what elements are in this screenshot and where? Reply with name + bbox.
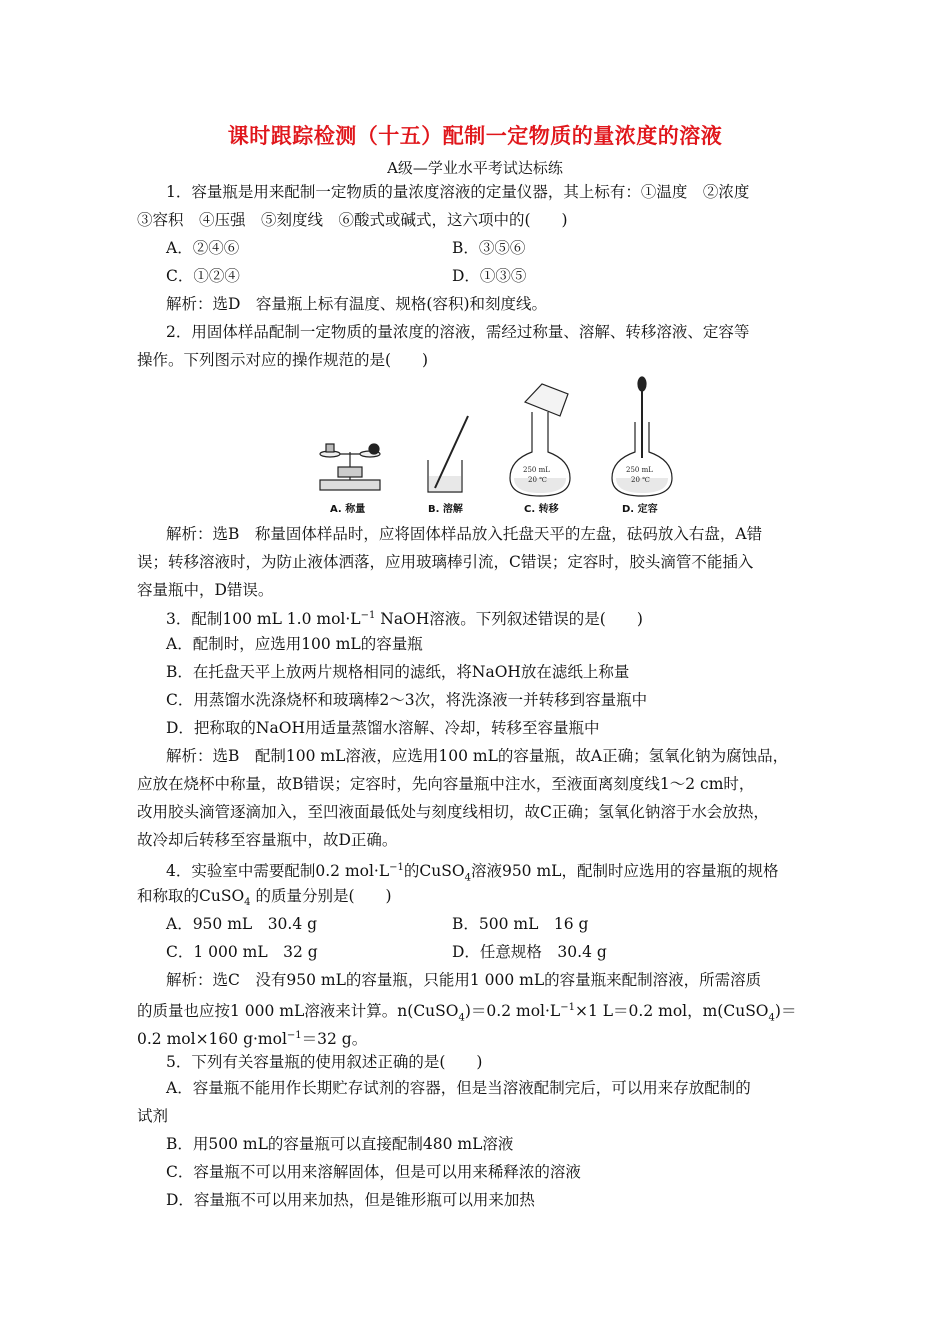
- q1-options-row2: [166, 266, 816, 286]
- q1-analysis: 解析：选D 容量瓶上标有温度、规格(容积)和刻度线。: [166, 295, 548, 313]
- q4-option-d: D．任意规格 30.4 g: [452, 943, 607, 961]
- flask-c-temp-mark: 20 ℃: [528, 476, 547, 484]
- beaker-illustration: [428, 416, 468, 492]
- q4-options-row1: [166, 914, 816, 934]
- q2-analysis-line3: 容量瓶中，D错误。: [137, 581, 274, 599]
- q3-option-b: B．在托盘天平上放两片规格相同的滤纸，将NaOH放在滤纸上称量: [166, 663, 630, 681]
- q4-analysis-line3: 0.2 mol×160 g·mol$^{-1}$＝32 g。: [137, 1030, 368, 1049]
- flask-d-temp-mark: 20 ℃: [631, 476, 650, 484]
- q4-stem-line1: 4．实验室中需要配制0.2 $mol\cdot L^{-1}$的CuSO$_4$溶液950 mL，配制时应选用的容量瓶的规格: [166, 862, 779, 884]
- q1-option-d: D．①③⑤: [452, 267, 527, 285]
- q2-stem-line2: 操作。下列图示对应的操作规范的是( ): [137, 351, 429, 369]
- lab-operations-figure: [310, 372, 680, 517]
- q4-option-c: C．1 000 mL 32 g: [166, 943, 318, 961]
- q3-analysis-line2: 应放在烧杯中称量，故B错误；定容时，先向容量瓶中注水，至液面离刻度线1～2 cm时，: [137, 775, 755, 793]
- q5-option-a-line1: A．容量瓶不能用作长期贮存试剂的容器，但是当溶液配制完后，可以用来存放配制的: [166, 1079, 751, 1097]
- balance-illustration: [320, 444, 380, 490]
- flask-c-volume-mark: 250 mL: [523, 466, 550, 474]
- q1-option-c: C．①②④: [166, 267, 240, 285]
- q1-stem-line1: 1．容量瓶是用来配制一定物质的量浓度溶液的定量仪器，其上标有：①温度 ②浓度: [166, 183, 750, 201]
- q2-analysis-line2: 误；转移溶液时，为防止液体洒落，应用玻璃棒引流，C错误；定容时，胶头滴管不能插入: [137, 553, 754, 571]
- q4-stem-line2: 和称取的CuSO$_4$ 的质量分别是( ): [137, 887, 392, 909]
- q2-analysis-line1: 解析：选B 称量固体样品时，应将固体样品放入托盘天平的左盘，砝码放入右盘，A错: [166, 525, 763, 543]
- q1-option-a: A．②④⑥: [166, 239, 240, 257]
- q3-stem: 3．配制100 mL 1.0 $mol\cdot L^{-1}$ NaOH溶液。下列叙述错误的是( ): [166, 610, 643, 629]
- q3-option-c: C．用蒸馏水洗涤烧杯和玻璃棒2～3次，将洗涤液一并转移到容量瓶中: [166, 691, 648, 709]
- q5-option-a-line2: 试剂: [137, 1107, 169, 1125]
- q4-analysis-line2: 的质量也应按1 000 mL溶液来计算。n(CuSO$_4$)＝0.2 $mol\cdot L^{-1}\times 1$ L＝0.2 mol，m(CuSO$_4$)＝: [137, 1002, 797, 1024]
- q3-analysis-line1: 解析：选B 配制100 mL溶液，应选用100 mL的容量瓶，故A正确；氢氧化钠为腐蚀品，: [166, 747, 789, 765]
- q3-option-d: D．把称取的NaOH用适量蒸馏水溶解、冷却，转移至容量瓶中: [166, 719, 600, 737]
- figure-label-b: B. 溶解: [428, 504, 463, 515]
- volumetric-flask-c-illustration: [510, 384, 570, 496]
- q4-options-row2: [166, 942, 816, 962]
- page-title: 课时跟踪检测（十五）配制一定物质的量浓度的溶液: [227, 123, 723, 148]
- figure-label-a: A. 称量: [330, 504, 366, 515]
- q4-analysis-line1: 解析：选C 没有950 mL的容量瓶，只能用1 000 mL的容量瓶来配制溶液，所需溶质: [166, 971, 762, 989]
- q3-analysis-line3: 改用胶头滴管逐滴加入，至凹液面最低处与刻度线相切，故C正确；氢氧化钠溶于水会放热，: [137, 803, 769, 821]
- q1-stem-line2: ③容积 ④压强 ⑤刻度线 ⑥酸式或碱式，这六项中的( ): [137, 211, 568, 229]
- q3-option-a: A．配制时，应选用100 mL的容量瓶: [166, 635, 423, 653]
- flask-d-volume-mark: 250 mL: [626, 466, 653, 474]
- q1-option-b: B．③⑤⑥: [452, 239, 526, 257]
- q5-option-d: D．容量瓶不可以用来加热，但是锥形瓶可以用来加热: [166, 1191, 535, 1209]
- q3-analysis-line4: 故冷却后转移至容量瓶中，故D正确。: [137, 831, 398, 849]
- figure-label-d: D. 定容: [622, 504, 658, 515]
- figure-label-c: C. 转移: [524, 504, 559, 515]
- q4-option-b: B．500 mL 16 g: [452, 915, 589, 933]
- q1-options-row1: [166, 238, 816, 258]
- q5-stem: 5．下列有关容量瓶的使用叙述正确的是( ): [166, 1053, 483, 1071]
- volumetric-flask-d-illustration: [612, 377, 672, 496]
- section-subtitle: A级—学业水平考试达标练: [387, 159, 563, 177]
- q4-option-a: A．950 mL 30.4 g: [166, 915, 318, 933]
- q2-stem-line1: 2．用固体样品配制一定物质的量浓度的溶液，需经过称量、溶解、转移溶液、定容等: [166, 323, 750, 341]
- q5-option-c: C．容量瓶不可以用来溶解固体，但是可以用来稀释浓的溶液: [166, 1163, 581, 1181]
- q5-option-b: B．用500 mL的容量瓶可以直接配制480 mL溶液: [166, 1135, 514, 1153]
